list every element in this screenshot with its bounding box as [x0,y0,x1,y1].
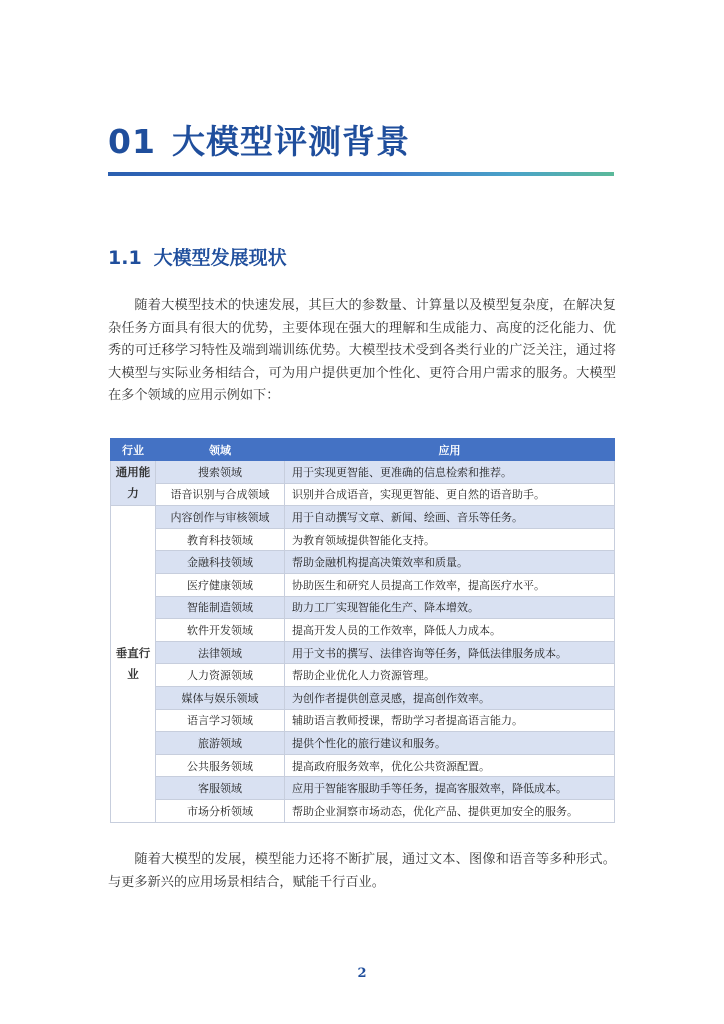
domain-cell: 语音识别与合成领域 [156,483,285,506]
application-cell: 应用于智能客服助手等任务，提高客服效率，降低成本。 [285,777,615,800]
application-cell: 用于实现更智能、更准确的信息检索和推荐。 [285,461,615,484]
domain-cell: 教育科技领域 [156,528,285,551]
table-row [111,732,615,755]
header-application: 应用 [285,439,615,461]
application-cell: 提高开发人员的工作效率，降低人力成本。 [285,619,615,642]
domain-cell: 人力资源领域 [156,664,285,687]
application-cell: 辅助语言教师授课，帮助学习者提高语言能力。 [285,709,615,732]
application-cell: 帮助企业洞察市场动态，优化产品、提供更加安全的服务。 [285,799,615,822]
application-cell: 帮助企业优化人力资源管理。 [285,664,615,687]
table-row [111,596,615,619]
application-cell: 帮助金融机构提高决策效率和质量。 [285,551,615,574]
table-row [111,461,615,484]
header-industry: 行业 [111,439,156,461]
application-table [110,438,615,823]
intro-paragraph: 随着大模型技术的快速发展，其巨大的参数量、计算量以及模型复杂度，在解决复杂任务方面具有很大的优势，主要体现在强大的理解和生成能力、高度的泛化能力、优秀的可迁移学习特性及端到端训练优势。大模型技术受到各类行业的广泛关注，通过将大模型与实际业务相结合，可为用户提供更加个性化、更符合用户需求的服务。大模型在多个领域的应用示例如下： [108,298,616,404]
title-divider [108,172,614,176]
domain-cell: 搜索领域 [156,461,285,484]
chapter-heading: 大模型评测背景 [171,122,410,161]
application-cell: 识别并合成语音，实现更智能、更自然的语音助手。 [285,483,615,506]
table-row [111,619,615,642]
chapter-title [108,116,410,163]
industry-cell: 通用能力 [111,461,156,506]
application-cell: 助力工厂实现智能化生产、降本增效。 [285,596,615,619]
domain-cell: 法律领域 [156,641,285,664]
page-number: 2 [357,966,367,981]
domain-cell: 旅游领域 [156,732,285,755]
table-row [111,664,615,687]
table-row [111,641,615,664]
domain-cell: 市场分析领域 [156,799,285,822]
table-row [111,483,615,506]
table-row [111,551,615,574]
domain-cell: 客服领域 [156,777,285,800]
table-row [111,709,615,732]
table-row [111,777,615,800]
domain-cell: 医疗健康领域 [156,573,285,596]
closing-paragraph: 随着大模型的发展，模型能力还将不断扩展，通过文本、图像和语音等多种形式。与更多新兴的应用场景相结合，赋能千行百业。 [108,852,616,890]
application-cell: 提高政府服务效率，优化公共资源配置。 [285,754,615,777]
application-cell: 协助医生和研究人员提高工作效率，提高医疗水平。 [285,573,615,596]
industry-cell: 垂直行业 [111,506,156,822]
section-number: 1.1 [108,247,142,269]
domain-cell: 金融科技领域 [156,551,285,574]
table-row [111,506,615,529]
application-cell: 用于文书的撰写、法律咨询等任务，降低法律服务成本。 [285,641,615,664]
table-row [111,686,615,709]
application-cell: 用于自动撰写文章、新闻、绘画、音乐等任务。 [285,506,615,529]
domain-cell: 智能制造领域 [156,596,285,619]
domain-cell: 公共服务领域 [156,754,285,777]
table-row [111,754,615,777]
section-title [108,243,287,270]
application-cell: 为创作者提供创意灵感，提高创作效率。 [285,686,615,709]
header-domain: 领域 [156,439,285,461]
table-header-row [111,439,615,461]
table-row [111,799,615,822]
table-body [111,461,615,823]
domain-cell: 语言学习领域 [156,709,285,732]
chapter-number: 01 [108,122,156,161]
application-cell: 为教育领域提供智能化支持。 [285,528,615,551]
table-row [111,573,615,596]
section-heading: 大模型发展现状 [153,247,287,269]
domain-cell: 软件开发领域 [156,619,285,642]
domain-cell: 内容创作与审核领域 [156,506,285,529]
application-cell: 提供个性化的旅行建议和服务。 [285,732,615,755]
domain-cell: 媒体与娱乐领域 [156,686,285,709]
table-row [111,528,615,551]
